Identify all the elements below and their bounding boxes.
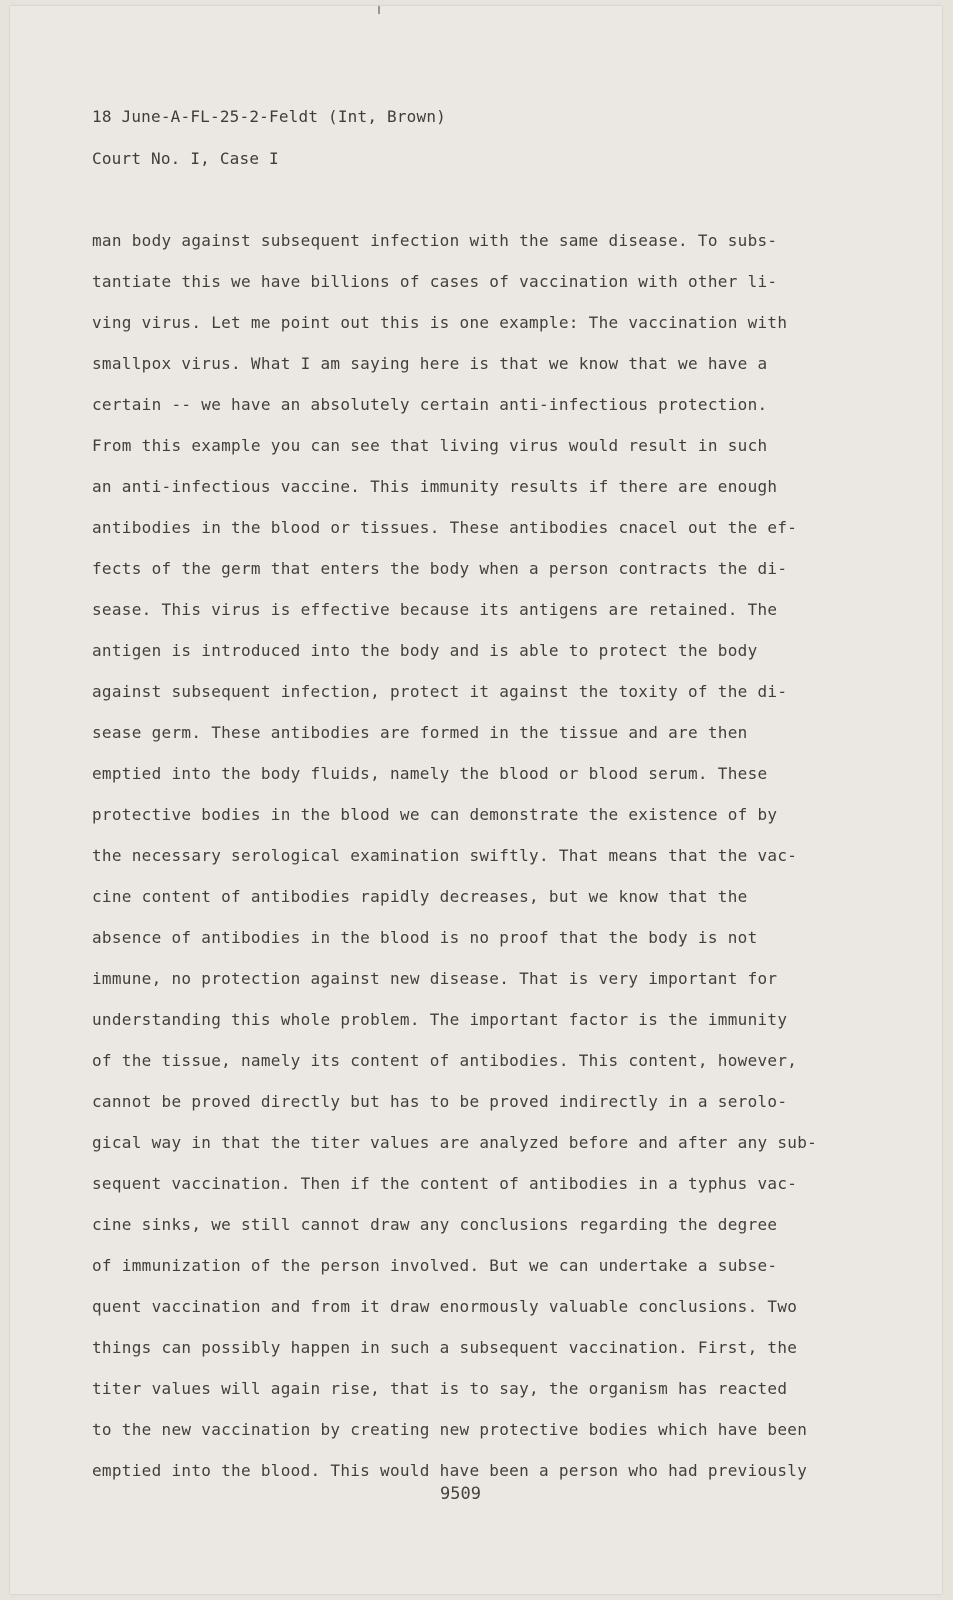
body-line: understanding this whole problem. The important factor is the immunity bbox=[92, 1010, 788, 1029]
body-line: protective bodies in the blood we can demonstrate the existence of by bbox=[92, 805, 778, 824]
body-line: sease germ. These antibodies are formed in the tissue and are then bbox=[92, 723, 748, 742]
body-line: fects of the germ that enters the body when a person contracts the di- bbox=[92, 559, 788, 578]
body-line: emptied into the body fluids, namely the blood or blood serum. These bbox=[92, 764, 768, 783]
body-line: to the new vaccination by creating new protective bodies which have been bbox=[92, 1420, 808, 1439]
body-line: against subsequent infection, protect it against the toxity of the di- bbox=[92, 682, 788, 701]
header-case-reference: 18 June-A-FL-25-2-Feldt (Int, Brown) bbox=[92, 107, 446, 126]
page-mark bbox=[378, 6, 380, 14]
body-line: the necessary serological examination swiftly. That means that the vac- bbox=[92, 846, 798, 865]
body-line: titer values will again rise, that is to say, the organism has reacted bbox=[92, 1379, 788, 1398]
body-line: gical way in that the titer values are analyzed before and after any sub- bbox=[92, 1133, 818, 1152]
transcript-body bbox=[92, 220, 852, 1491]
body-line: cine sinks, we still cannot draw any conclusions regarding the degree bbox=[92, 1215, 778, 1234]
header-court: Court No. I, Case I bbox=[92, 149, 279, 168]
body-line: absence of antibodies in the blood is no proof that the body is not bbox=[92, 928, 758, 947]
body-line: smallpox virus. What I am saying here is that we know that we have a bbox=[92, 354, 768, 373]
body-line: immune, no protection against new disease. That is very important for bbox=[92, 969, 778, 988]
body-line: an anti-infectious vaccine. This immunity results if there are enough bbox=[92, 477, 778, 496]
body-line: antibodies in the blood or tissues. These antibodies cnacel out the ef- bbox=[92, 518, 798, 537]
body-line: sequent vaccination. Then if the content of antibodies in a typhus vac- bbox=[92, 1174, 798, 1193]
body-line: quent vaccination and from it draw enormously valuable conclusions. Two bbox=[92, 1297, 798, 1316]
body-line: certain -- we have an absolutely certain anti-infectious protection. bbox=[92, 395, 768, 414]
body-line: ving virus. Let me point out this is one example: The vaccination with bbox=[92, 313, 788, 332]
body-line: sease. This virus is effective because its antigens are retained. The bbox=[92, 600, 778, 619]
body-line: things can possibly happen in such a subsequent vaccination. First, the bbox=[92, 1338, 798, 1357]
body-line: emptied into the blood. This would have been a person who had previously bbox=[92, 1461, 808, 1480]
body-line: From this example you can see that living virus would result in such bbox=[92, 436, 768, 455]
body-line: cannot be proved directly but has to be proved indirectly in a serolo- bbox=[92, 1092, 788, 1111]
body-line: man body against subsequent infection with the same disease. To subs- bbox=[92, 231, 778, 250]
body-line: of immunization of the person involved. But we can undertake a subse- bbox=[92, 1256, 778, 1275]
body-line: tantiate this we have billions of cases of vaccination with other li- bbox=[92, 272, 778, 291]
document-header bbox=[92, 96, 446, 180]
document-page bbox=[10, 6, 942, 1594]
body-line: of the tissue, namely its content of antibodies. This content, however, bbox=[92, 1051, 798, 1070]
body-line: antigen is introduced into the body and is able to protect the body bbox=[92, 641, 758, 660]
body-line: cine content of antibodies rapidly decreases, but we know that the bbox=[92, 887, 748, 906]
page-number: 9509 bbox=[440, 1484, 481, 1504]
